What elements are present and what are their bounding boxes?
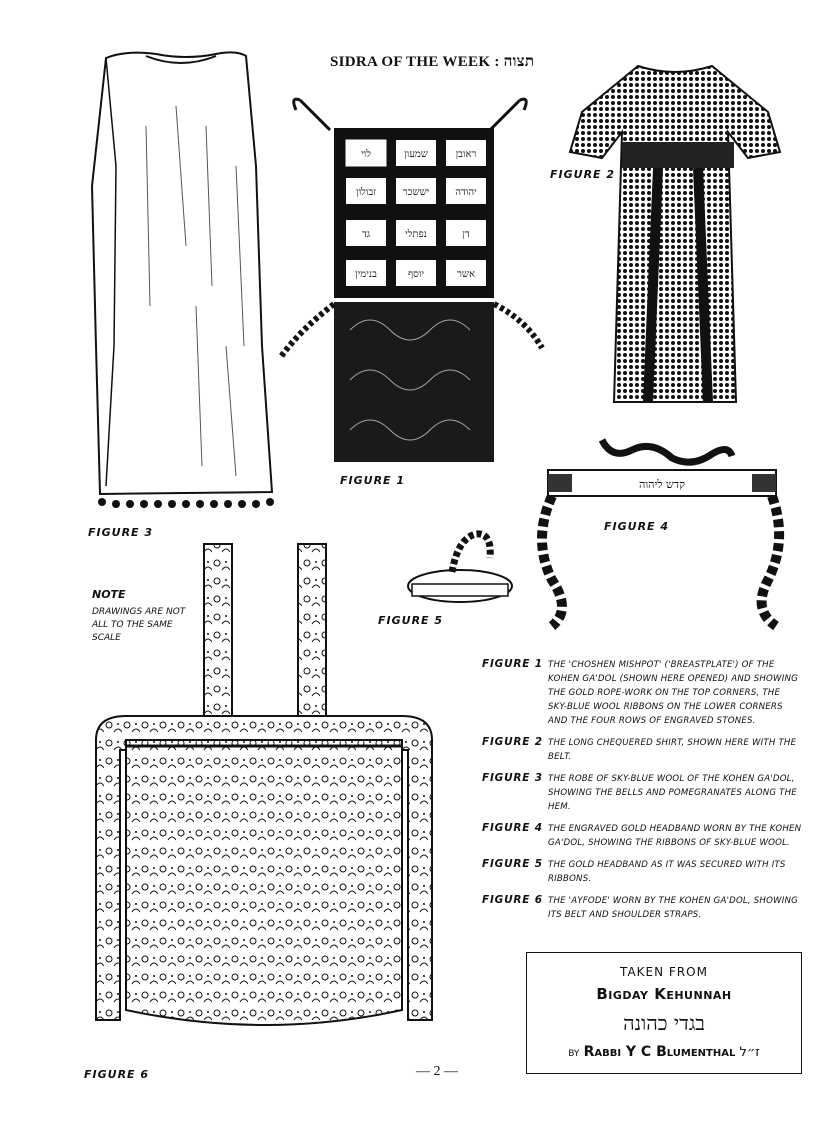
stone-r1-c3: ראובן	[455, 149, 477, 160]
stone-r1-c2: שמעון	[404, 149, 428, 160]
robe-illustration	[86, 46, 292, 518]
stone-r3-c2: נפתלי	[405, 229, 427, 240]
caption-label: FIGURE 4	[482, 822, 543, 834]
caption-figure-2	[482, 736, 802, 764]
author-honorific: ז״ל	[739, 1045, 760, 1060]
caption-label: FIGURE 6	[482, 894, 543, 906]
caption-figure-5	[482, 858, 802, 886]
note-body: DRAWINGS ARE NOT ALL TO THE SAME SCALE	[92, 607, 186, 643]
figure-3-label: FIGURE 3	[88, 526, 154, 539]
caption-text: THE 'CHOSHEN MISHPOT' ('BREASTPLATE') OF THE KOHEN GA'DOL (SHOWN HERE OPENED) AND SHOWING THE GOLD ROPE-WORK ON THE TOP CORNERS, THE SKY-BLUE WOOL RIBBONS ON THE LOWER CORNERS AND THE FOUR ROWS OF ENGRAVED STONES.	[548, 660, 798, 726]
stone-r2-c2: יששכר	[402, 187, 430, 198]
figure-4-label: FIGURE 4	[604, 520, 670, 533]
headband-inscription: קדש ליהוה	[639, 478, 685, 491]
author-name: Rabbi Y C Blumenthal	[583, 1044, 736, 1060]
stone-r4-c3: אשר	[457, 269, 475, 280]
stone-r3-c1: גד	[361, 229, 371, 240]
stone-r4-c2: יוסף	[407, 269, 425, 280]
taken-from-label: TAKEN FROM	[620, 965, 708, 979]
stone-r1-c1: לוי	[361, 149, 371, 160]
author-line	[527, 1044, 801, 1060]
caption-figure-6	[482, 894, 802, 922]
caption-label: FIGURE 3	[482, 772, 543, 784]
figure-6-label: FIGURE 6	[84, 1068, 150, 1081]
shirt-illustration	[568, 52, 782, 404]
figure-5-label: FIGURE 5	[378, 614, 444, 627]
stone-r4-c1: בנימין	[355, 269, 377, 280]
note-heading: NOTE	[92, 588, 126, 601]
stone-r2-c1: זבולון	[356, 187, 376, 198]
figure-2-label: FIGURE 2	[550, 168, 616, 181]
breastplate-illustration	[270, 90, 550, 470]
page-title	[330, 54, 534, 71]
title-hebrew: תצוה	[503, 54, 535, 70]
caption-figure-4	[482, 822, 802, 850]
by-label: by	[568, 1045, 580, 1060]
caption-text: THE ROBE OF SKY-BLUE WOOL OF THE KOHEN GA'DOL, SHOWING THE BELLS AND POMEGRANATES ALONG THE HEM.	[548, 774, 797, 812]
caption-figure-1	[482, 658, 802, 728]
page-number: — 2 —	[416, 1064, 458, 1079]
caption-label: FIGURE 1	[482, 658, 543, 670]
caption-label: FIGURE 5	[482, 858, 543, 870]
book-title-hebrew: בגדי כהונה	[623, 1011, 705, 1035]
caption-figure-3	[482, 772, 802, 814]
caption-label: FIGURE 2	[482, 736, 543, 748]
title-text: SIDRA OF THE WEEK :	[330, 54, 500, 70]
figure-1-label: FIGURE 1	[340, 474, 406, 487]
source-credit-box	[526, 952, 802, 1074]
stone-r3-c3: דן	[462, 229, 470, 240]
book-title: Bigday Kehunnah	[596, 985, 732, 1003]
caption-text: THE ENGRAVED GOLD HEADBAND WORN BY THE KOHEN GA'DOL, SHOWING THE RIBBONS OF SKY-BLUE WOOL.	[548, 824, 802, 848]
stone-r2-c3: יהודה	[455, 187, 477, 198]
caption-text: THE GOLD HEADBAND AS IT WAS SECURED WITH ITS RIBBONS.	[548, 860, 786, 884]
caption-text: THE LONG CHEQUERED SHIRT, SHOWN HERE WITH THE BELT.	[548, 738, 797, 762]
figure-captions	[482, 658, 802, 930]
caption-text: THE 'AYFODE' WORN BY THE KOHEN GA'DOL, SHOWING ITS BELT AND SHOULDER STRAPS.	[548, 896, 798, 920]
